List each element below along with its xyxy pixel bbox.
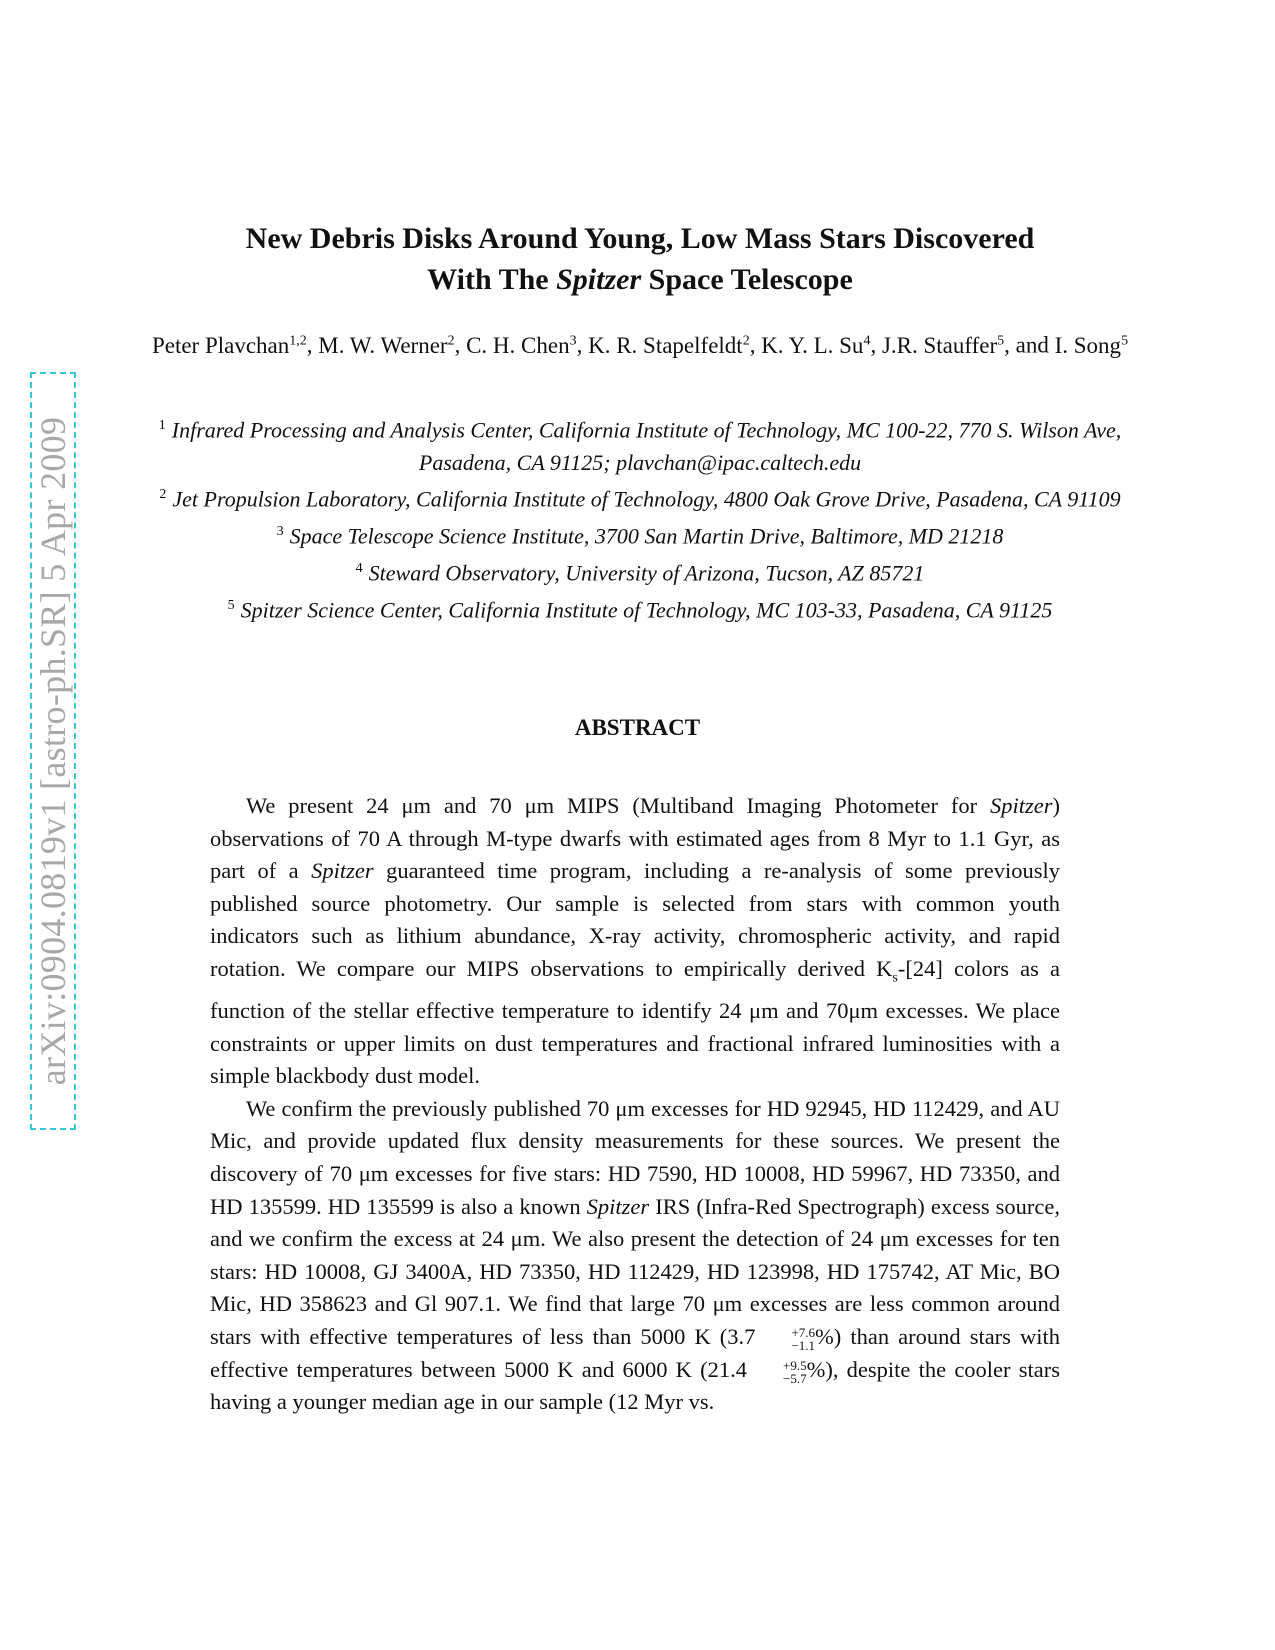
title-line-2-pre: With The xyxy=(427,263,557,296)
title-line-2-em: Spitzer xyxy=(556,263,642,296)
author-list: Peter Plavchan$^{1,2}$, M. W. Werner$^2$, C. H. Chen$^3$, K. R. Stapelfeldt$^2$, K. Y. L. Su$^4$, J.R. Stauffer$^5$, and I. Song$^5$ xyxy=(151,332,1129,358)
affiliation: $^4$ Steward Observatory, University of Arizona, Tucson, AZ 85721 xyxy=(355,560,925,586)
affiliation: $^5$ Spitzer Science Center, California Institute of Technology, MC 103-33, Pasadena, CA 91125 xyxy=(227,597,1053,623)
arxiv-id: arXiv:0904.0819v1 [astro-ph.SR] 5 Apr 2009 xyxy=(33,416,73,1086)
affiliation: $^1$ Infrared Processing and Analysis Center, California Institute of Technology, MC 100-22, 770 S. Wilson Ave, Pasadena, CA 91125; plavchan@ipac.caltech.edu xyxy=(158,417,1122,475)
arxiv-stamp xyxy=(30,372,76,1130)
abstract-body xyxy=(210,790,1060,1419)
abstract-heading: ABSTRACT xyxy=(574,715,701,740)
affiliation: $^3$ Space Telescope Science Institute, 3700 San Martin Drive, Baltimore, MD 21218 xyxy=(276,523,1004,549)
title-line-2 xyxy=(140,259,1140,300)
affiliation: $^2$ Jet Propulsion Laboratory, California Institute of Technology, 4800 Oak Grove Drive, Pasadena, CA 91109 xyxy=(159,486,1121,512)
author: K. R. Stapelfeldt$^2$ xyxy=(588,332,750,358)
abstract-paragraph-1: We present 24 μm and 70 μm MIPS (Multiband Imaging Photometer for Spitzer) observations of 70 A through M-type dwarfs with estimated ages from 8 Myr to 1.1 Gyr, as part of a Spitzer guaranteed time program, including a re-analysis of some previously published source photometry. Our sample is selected from stars with common youth indicators such as lithium abundance, X-ray activity, chromospheric activity, and rapid rotation. We compare our MIPS observations to empirically derived $K_s-[24]$ colors as a function of the stellar effective temperature to identify 24 μm and 70μm excesses. We place constraints or upper limits on dust temperatures and fractional infrared luminosities with a simple blackbody dust model. xyxy=(210,793,1060,1089)
paper-title xyxy=(140,218,1140,300)
abstract-paragraph-2: We confirm the previously published 70 μm excesses for HD 92945, HD 112429, and AU Mic, and provide updated flux density measurements for these sources. We present the discovery of 70 μm excesses for five stars: HD 7590, HD 10008, HD 59967, HD 73350, and HD 135599. HD 135599 is also a known Spitzer IRS (Infra-Red Spectrograph) excess source, and we confirm the excess at 24 μm. We also present the detection of 24 μm excesses for ten stars: HD 10008, GJ 3400A, HD 73350, HD 112429, HD 123998, HD 175742, AT Mic, BO Mic, HD 358623 and Gl 907.1. We find that large 70 μm excesses are less common around stars with effective temperatures of less than 5000 K (3.7 +7.6 −1.1 %) than around stars with effective temperatures between 5000 K and 6000 K (21.4 +9.5 −5.7 %), despite the cooler stars having a younger median age in our sample (12 Myr vs. xyxy=(210,1095,1061,1415)
title-line-2-post: Space Telescope xyxy=(641,263,853,296)
affiliations xyxy=(130,410,1150,627)
author: M. W. Werner$^2$ xyxy=(318,332,455,358)
author: C. H. Chen$^3$ xyxy=(466,332,577,358)
author: J.R. Stauffer$^5$ xyxy=(881,332,1005,358)
author: I. Song$^5$ xyxy=(1054,332,1129,358)
title-line-1: New Debris Disks Around Young, Low Mass Stars Discovered xyxy=(245,222,1035,255)
author: K. Y. L. Su$^4$ xyxy=(761,332,871,358)
author: Peter Plavchan$^{1,2}$ xyxy=(151,332,307,358)
